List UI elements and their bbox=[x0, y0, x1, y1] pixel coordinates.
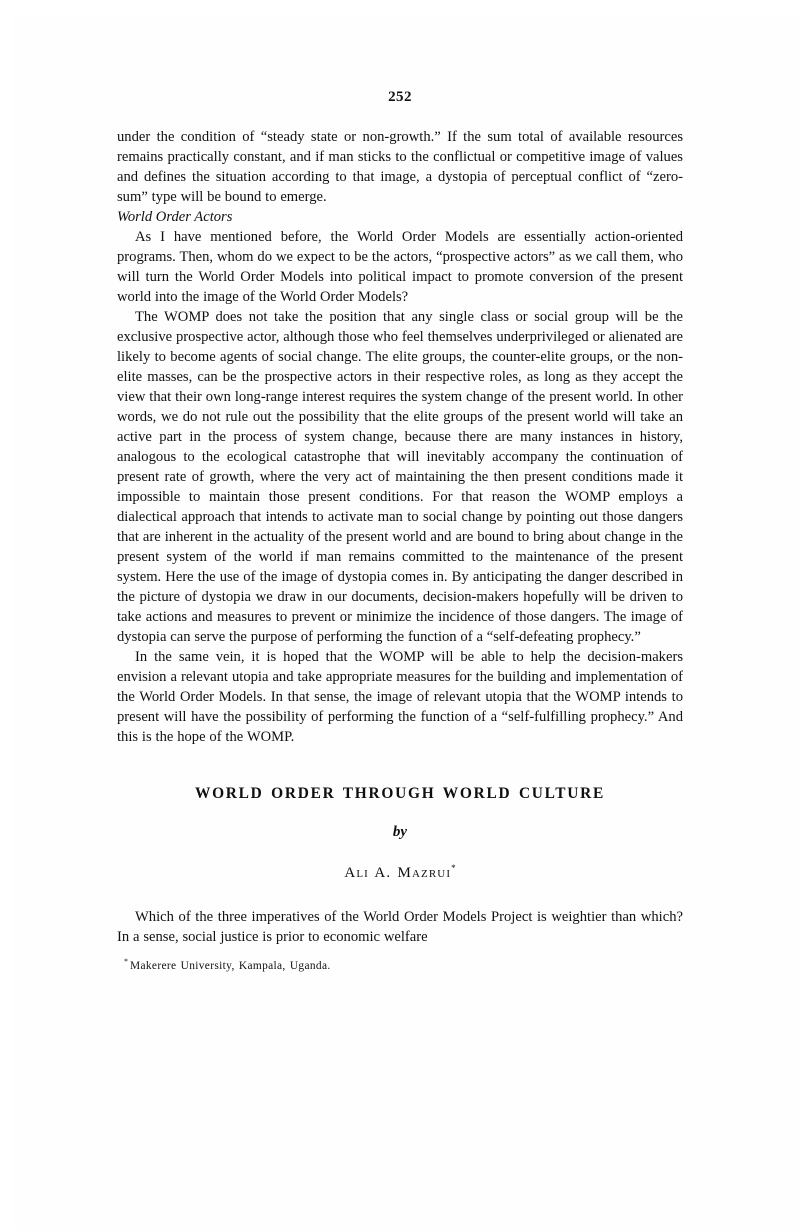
subheading-world-order-actors: World Order Actors bbox=[117, 209, 233, 225]
paragraph-continued: under the condition of “steady state or non-growth.” If the sum total of available resources remains practically constant, and if man sticks to the conflictual or competitive image of values and defines the situation according to that image, a dystopia of perceptual conflict of “zero-sum” type will be bound to emerge. bbox=[117, 129, 683, 205]
byline-author bbox=[117, 858, 683, 883]
author-name: Ali A. Mazrui bbox=[344, 865, 452, 881]
paragraph-same-vein: In the same vein, it is hoped that the WOMP will be able to help the decision-makers envision a relevant utopia and take appropriate measures for the building and implementation of the World Order Models. In that sense, the image of relevant utopia that the WOMP intends to present will have the possibility of performing the function of a “self-fulfilling prophecy.” And this is the hope of the WOMP. bbox=[117, 649, 683, 745]
footnote-marker: * bbox=[124, 957, 128, 966]
article-opening-paragraph: Which of the three imperatives of the World Order Models Project is weightier than which? In a sense, social justice is prior to economic welfare bbox=[117, 909, 683, 945]
article-title: WORLD ORDER THROUGH WORLD CULTURE bbox=[194, 785, 606, 802]
page-number: 252 bbox=[388, 89, 412, 105]
footnote-text: Makerere University, Kampala, Uganda. bbox=[130, 959, 331, 972]
byline-by-label: by bbox=[392, 824, 408, 840]
paragraph-womp-position: The WOMP does not take the position that any single class or social group will be the exclusive prospective actor, although those who feel themselves underprivileged or alienated are likely to become agents of social change. The elite groups, the counter-elite groups, or the non-elite masses, can be the prospective actors in their respective roles, as long as they accept the view that their own long-range interest requires the system change of the present world. In other words, we do not rule out the possibility that the elite groups of the present world will take an active part in the process of system change, because there are many instances in history, analogous to the ecological catastrophe that will inevitably accompany the continuation of present rate of growth, where the very act of maintaining the then present conditions made it impossible to maintain those present conditions. For that reason the WOMP employs a dialectical approach that intends to activate man to social change by pointing out those dangers that are inherent in the actuality of the present world and are bound to bring about change in the present system of the world if man remains committed to the maintenance of the present system. Here the use of the image of dystopia comes in. By anticipating the danger described in the picture of dystopia we draw in our documents, decision-makers hopefully will be driven to take actions and measures to prevent or minimize the incidence of those dangers. The image of dystopia can serve the purpose of performing the function of a “self-defeating prophecy.” bbox=[117, 309, 683, 645]
scan-edge-left bbox=[0, 0, 14, 1231]
page-content-column bbox=[117, 0, 683, 974]
paragraph-world-order-actors: As I have mentioned before, the World Order Models are essentially action-oriented programs. Then, whom do we expect to be the actors, “prospective actors” as we call them, who will turn the World Order Models into political impact to promote conversion of the present world into the image of the World Order Models? bbox=[117, 229, 683, 305]
author-footnote-marker: * bbox=[451, 863, 456, 873]
footnote bbox=[117, 954, 683, 974]
